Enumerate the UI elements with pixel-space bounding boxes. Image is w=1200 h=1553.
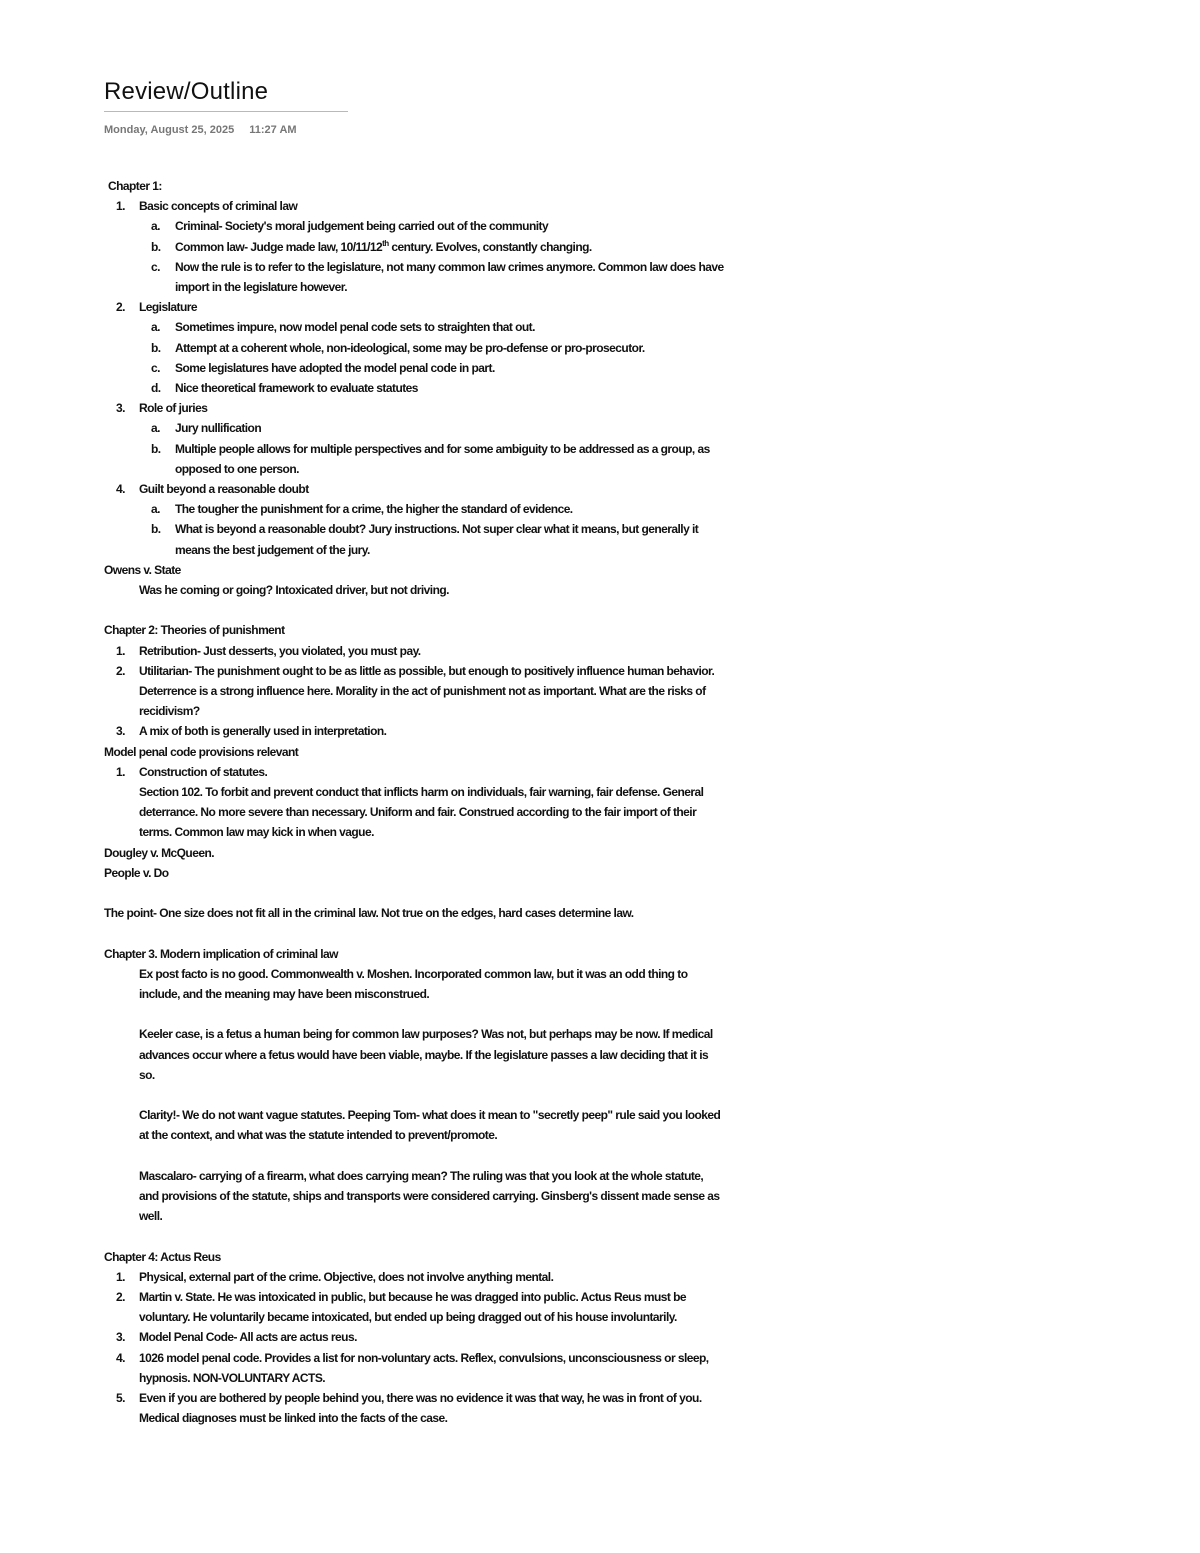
list-item: 1. Physical, external part of the crime. Objective, does not involve anything mental. — [116, 1269, 554, 1284]
list-item: 1. Basic concepts of criminal law — [116, 199, 298, 214]
list-item: 2. Utilitarian- The punishment ought to be as little as possible, but enough to positively influence human behavior. Deterrence is a strong influence here. Morality in the act of punishment not as important. What are the risks of recidivism? — [116, 663, 715, 719]
blank-line — [104, 883, 724, 903]
paragraph: Keeler case, is a fetus a human being for common law purposes? Was not, but perhaps may be now. If medical advances occur where a fetus would have been viable, maybe. If the legislature passes a law deciding that it is so. — [139, 1027, 713, 1082]
chapter-1-heading: Chapter 1: — [108, 179, 162, 193]
title-underline — [104, 111, 348, 112]
sub-list-item: b. Common law- Judge made law, 10/11/12th century. Evolves, constantly changing. — [151, 238, 592, 254]
page-time: 11:27 AM — [249, 124, 297, 136]
list-item: 3. Model Penal Code- All acts are actus reus. — [116, 1330, 357, 1345]
page-title[interactable]: Review/Outline — [104, 78, 269, 105]
case-title: People v. Do — [104, 865, 169, 880]
blank-line — [104, 1004, 724, 1024]
sub-list-item: a. The tougher the punishment for a crime, the higher the standard of evidence. — [151, 502, 573, 517]
sub-list-item: d. Nice theoretical framework to evaluate statutes — [151, 381, 418, 396]
blank-line — [104, 1085, 724, 1105]
chapter-4-heading: Chapter 4: Actus Reus — [104, 1249, 221, 1264]
blank-line — [104, 1226, 724, 1246]
page-timestamp — [104, 124, 297, 136]
mpc-section-text: Section 102. To forbit and prevent conduct that inflicts harm on individuals, fair warning, fair defense. General deterrance. No more severe than necessary. Uniform and fair. Construed according to the fair import of their terms. Common law may kick in when vague. — [139, 785, 704, 840]
list-item: 2. Legislature — [116, 300, 197, 315]
list-item: 4. Guilt beyond a reasonable doubt — [116, 482, 309, 497]
note-body[interactable] — [104, 176, 724, 1428]
sub-list-item: b. Attempt at a coherent whole, non-ideological, some may be pro-defense or pro-prosecutor. — [151, 340, 645, 355]
sub-list-item: a. Criminal- Society's moral judgement being carried out of the community — [151, 219, 549, 234]
sub-list-item: b. What is beyond a reasonable doubt? Jury instructions. Not super clear what it means, but generally it means the best judgement of the jury. — [151, 522, 699, 557]
case-text: Was he coming or going? Intoxicated driver, but not driving. — [139, 583, 449, 598]
paragraph: Clarity!- We do not want vague statutes. Peeping Tom- what does it mean to "secretly peep" rule said you looked at the context, and what was the statute intended to prevent/promote. — [139, 1108, 721, 1143]
list-item: 4. 1026 model penal code. Provides a list for non-voluntary acts. Reflex, convulsions, unconsciousness or sleep, hypnosis. NON-VOLUNTARY ACTS. — [116, 1350, 709, 1385]
list-item: 1. Retribution- Just desserts, you violated, you must pay. — [116, 643, 421, 658]
page-date: Monday, August 25, 2025 — [104, 124, 235, 136]
blank-line — [104, 1146, 724, 1166]
mpc-heading: Model penal code provisions relevant — [104, 744, 299, 759]
paragraph: Ex post facto is no good. Commonwealth v. Moshen. Incorporated common law, but it was an odd thing to include, and the meaning may have been misconstrued. — [139, 966, 688, 1002]
list-item: 3. A mix of both is generally used in interpretation. — [116, 724, 387, 739]
sub-list-item: c. Now the rule is to refer to the legislature, not many common law crimes anymore. Common law does have import in the legislature however. — [151, 259, 724, 295]
list-item: 2. Martin v. State. He was intoxicated in public, but because he was dragged into public. Actus Reus must be voluntary. He voluntarily became intoxicated, but ended up being dragged out of his house involuntarily. — [116, 1290, 687, 1325]
sub-list-item: c. Some legislatures have adopted the model penal code in part. — [151, 360, 495, 375]
sub-list-item: b. Multiple people allows for multiple perspectives and for some ambiguity to be addressed as a group, as opposed to one person. — [151, 441, 710, 476]
sub-list-item: a. Jury nullification — [151, 421, 262, 436]
list-item: 5. Even if you are bothered by people behind you, there was no evidence it was that way, he was in front of you. Medical diagnoses must be linked into the facts of the case. — [116, 1391, 702, 1426]
chapter-2-heading: Chapter 2: Theories of punishment — [104, 623, 285, 638]
sub-list-item: a. Sometimes impure, now model penal code sets to straighten that out. — [151, 320, 535, 335]
chapter-3-heading: Chapter 3. Modern implication of criminal law — [104, 946, 338, 961]
list-item: 1. Construction of statutes. — [116, 764, 268, 779]
case-title: Owens v. State — [104, 562, 181, 577]
list-item: 3. Role of juries — [116, 401, 208, 416]
point-text: The point- One size does not fit all in the criminal law. Not true on the edges, hard cases determine law. — [104, 906, 634, 921]
blank-line — [104, 923, 724, 943]
paragraph: Mascalaro- carrying of a firearm, what does carrying mean? The ruling was that you look at the whole statute, and provisions of the statute, ships and transports were considered carrying. Ginsberg's dissent made sense as well. — [139, 1168, 720, 1224]
blank-line — [104, 600, 724, 620]
case-title: Dougley v. McQueen. — [104, 845, 215, 860]
